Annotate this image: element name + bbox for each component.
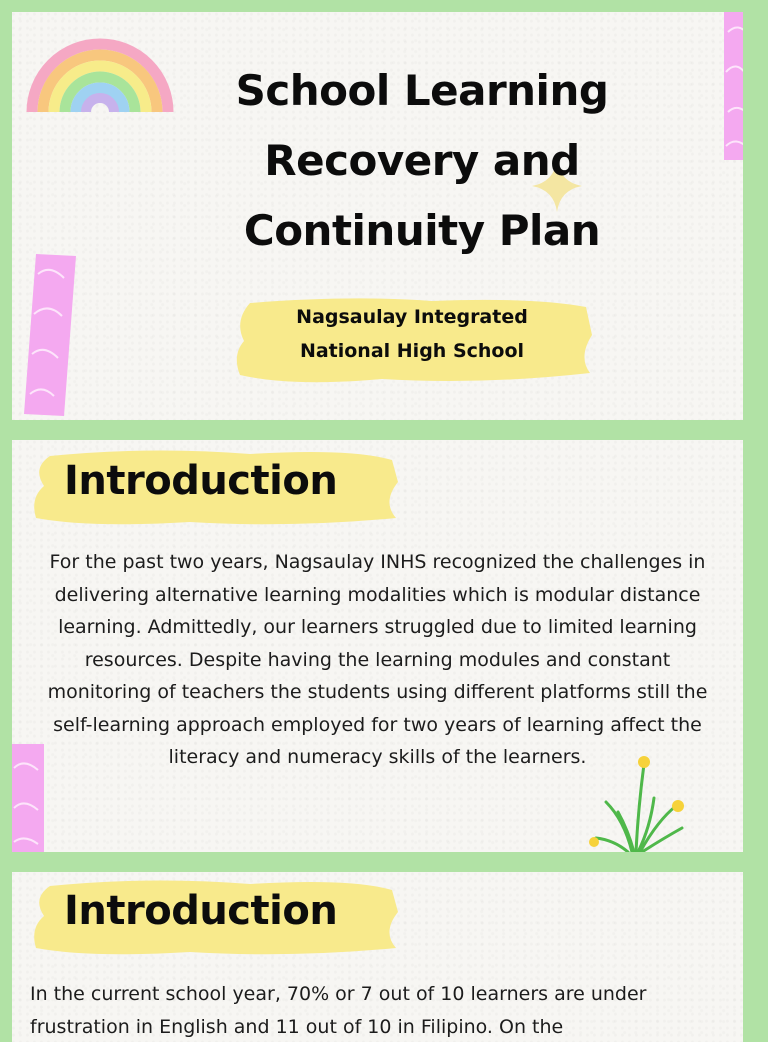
section-heading: Introduction (64, 458, 338, 504)
rainbow-icon (20, 16, 180, 116)
section-heading: Introduction (64, 888, 338, 934)
section-body: For the past two years, Nagsaulay INHS recognized the challenges in delivering alternative learning modalities which is modular distance learning. Admittedly, our learners struggled due to limited learning resources. Despite having the learning modules and constant monitoring of teachers the students using different platforms still the self-learning approach employed for two years of learning affect the literacy and numeracy skills of the learners. (47, 551, 708, 768)
washi-tape-bottom-left (12, 744, 44, 852)
school-name-line-2: National High School (299, 340, 525, 362)
cover-slide (12, 12, 743, 420)
cover-title (202, 56, 642, 266)
school-name (232, 300, 592, 368)
cover-title-line-3: Continuity Plan (243, 206, 601, 255)
flower-icon (584, 750, 694, 852)
section-body: In the current school year, 70% or 7 out of 10 learners are under frustration in English and 11 out of 10 in Filipino. On the (30, 983, 647, 1038)
introduction-slide-2 (12, 872, 743, 1042)
school-name-line-1: Nagsaulay Integrated (296, 306, 528, 328)
washi-tape-left (24, 254, 76, 416)
washi-tape-top-right (724, 12, 743, 160)
cover-title-line-1: School Learning (235, 66, 609, 115)
introduction-slide-1 (12, 440, 743, 852)
cover-title-line-2: Recovery and (264, 136, 580, 185)
